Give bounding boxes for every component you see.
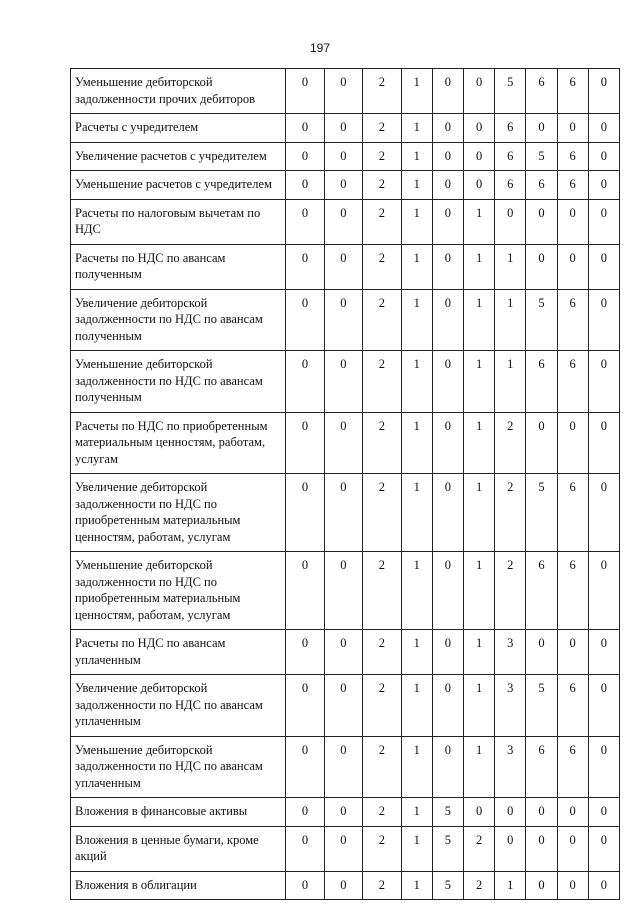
code-digit: 5: [495, 69, 526, 114]
table-row: [71, 351, 620, 413]
code-digit: 5: [526, 142, 557, 171]
code-digit: 6: [557, 675, 588, 737]
table-row: [71, 199, 620, 244]
code-digit: 2: [363, 244, 401, 289]
row-label: Увеличение дебиторской задолженности по НДС по приобретенным материальным ценностям, работам, услугам: [71, 474, 286, 552]
code-digit: 5: [526, 289, 557, 351]
page-number: 197: [309, 41, 331, 55]
code-digit: 2: [495, 412, 526, 474]
row-label: Уменьшение дебиторской задолженности по НДС по авансам уплаченным: [71, 736, 286, 798]
account-codes-table: [70, 68, 620, 900]
code-digit: 0: [588, 142, 619, 171]
row-label: Уменьшение дебиторской задолженности по НДС по авансам полученным: [71, 351, 286, 413]
code-digit: 0: [588, 114, 619, 143]
code-digit: 0: [324, 675, 362, 737]
row-label: Уменьшение расчетов с учредителем: [71, 171, 286, 200]
row-label: Уменьшение дебиторской задолженности прочих дебиторов: [71, 69, 286, 114]
code-digit: 0: [324, 69, 362, 114]
code-digit: 0: [286, 552, 324, 630]
code-digit: 2: [363, 826, 401, 871]
code-digit: 2: [464, 826, 495, 871]
code-digit: 0: [588, 552, 619, 630]
row-label: Расчеты по НДС по приобретенным материальным ценностям, работам, услугам: [71, 412, 286, 474]
code-digit: 0: [286, 826, 324, 871]
code-digit: 6: [557, 289, 588, 351]
code-digit: 0: [324, 798, 362, 827]
code-digit: 0: [324, 474, 362, 552]
code-digit: 6: [495, 114, 526, 143]
code-digit: 0: [286, 871, 324, 900]
code-digit: 0: [526, 114, 557, 143]
code-digit: 1: [464, 552, 495, 630]
code-digit: 1: [401, 630, 432, 675]
code-digit: 1: [401, 736, 432, 798]
table-row: [71, 552, 620, 630]
code-digit: 0: [286, 244, 324, 289]
code-digit: 0: [557, 412, 588, 474]
code-digit: 0: [324, 289, 362, 351]
row-label: Расчеты по налоговым вычетам по НДС: [71, 199, 286, 244]
code-digit: 2: [363, 552, 401, 630]
code-digit: 2: [363, 171, 401, 200]
code-digit: 0: [495, 826, 526, 871]
code-digit: 2: [363, 871, 401, 900]
code-digit: 2: [495, 474, 526, 552]
code-digit: 0: [324, 736, 362, 798]
code-digit: 2: [363, 798, 401, 827]
code-digit: 0: [588, 871, 619, 900]
code-digit: 1: [495, 871, 526, 900]
code-digit: 0: [526, 630, 557, 675]
table-row: [71, 675, 620, 737]
code-digit: 1: [401, 826, 432, 871]
code-digit: 1: [401, 199, 432, 244]
code-digit: 1: [401, 69, 432, 114]
code-digit: 0: [432, 736, 463, 798]
table-body: [71, 69, 620, 900]
code-digit: 1: [401, 289, 432, 351]
code-digit: 6: [495, 171, 526, 200]
code-digit: 0: [495, 798, 526, 827]
code-digit: 2: [363, 114, 401, 143]
code-digit: 1: [495, 351, 526, 413]
row-label: Увеличение расчетов с учредителем: [71, 142, 286, 171]
code-digit: 0: [286, 412, 324, 474]
code-digit: 0: [588, 826, 619, 871]
code-digit: 2: [495, 552, 526, 630]
code-digit: 0: [464, 114, 495, 143]
code-digit: 0: [432, 199, 463, 244]
row-label: Вложения в ценные бумаги, кроме акций: [71, 826, 286, 871]
code-digit: 0: [464, 171, 495, 200]
code-digit: 0: [286, 474, 324, 552]
code-digit: 2: [363, 199, 401, 244]
code-digit: 6: [526, 69, 557, 114]
code-digit: 0: [324, 630, 362, 675]
table-row: [71, 871, 620, 900]
code-digit: 0: [324, 199, 362, 244]
code-digit: 0: [526, 826, 557, 871]
code-digit: 0: [286, 171, 324, 200]
code-digit: 0: [432, 474, 463, 552]
table-row: [71, 736, 620, 798]
code-digit: 5: [526, 474, 557, 552]
code-digit: 0: [286, 114, 324, 143]
code-digit: 0: [432, 114, 463, 143]
code-digit: 0: [588, 474, 619, 552]
code-digit: 6: [557, 69, 588, 114]
code-digit: 0: [324, 552, 362, 630]
code-digit: 1: [464, 736, 495, 798]
code-digit: 0: [286, 142, 324, 171]
code-digit: 1: [464, 675, 495, 737]
code-digit: 3: [495, 630, 526, 675]
code-digit: 5: [432, 826, 463, 871]
code-digit: 2: [363, 142, 401, 171]
code-digit: 0: [324, 871, 362, 900]
code-digit: 1: [401, 798, 432, 827]
code-digit: 0: [324, 142, 362, 171]
code-digit: 0: [286, 289, 324, 351]
code-digit: 0: [588, 289, 619, 351]
table-row: [71, 798, 620, 827]
code-digit: 6: [557, 351, 588, 413]
code-digit: 0: [588, 412, 619, 474]
row-label: Вложения в финансовые активы: [71, 798, 286, 827]
code-digit: 1: [464, 199, 495, 244]
table-row: [71, 412, 620, 474]
code-digit: 0: [526, 199, 557, 244]
code-digit: 0: [324, 412, 362, 474]
table-row: [71, 69, 620, 114]
table-row: [71, 289, 620, 351]
code-digit: 0: [432, 675, 463, 737]
code-digit: 1: [464, 474, 495, 552]
code-digit: 6: [557, 171, 588, 200]
code-digit: 0: [557, 199, 588, 244]
code-digit: 0: [286, 69, 324, 114]
code-digit: 0: [286, 351, 324, 413]
table-row: [71, 142, 620, 171]
code-digit: 5: [432, 798, 463, 827]
code-digit: 2: [363, 630, 401, 675]
code-digit: 0: [432, 69, 463, 114]
code-digit: 6: [557, 736, 588, 798]
code-digit: 0: [432, 171, 463, 200]
code-digit: 0: [557, 630, 588, 675]
code-digit: 0: [495, 199, 526, 244]
code-digit: 1: [464, 289, 495, 351]
table-row: [71, 826, 620, 871]
code-digit: 2: [363, 736, 401, 798]
code-digit: 6: [557, 474, 588, 552]
code-digit: 0: [588, 199, 619, 244]
code-digit: 0: [588, 798, 619, 827]
code-digit: 0: [432, 244, 463, 289]
row-label: Расчеты по НДС по авансам полученным: [71, 244, 286, 289]
code-digit: 1: [464, 351, 495, 413]
code-digit: 6: [557, 552, 588, 630]
code-digit: 0: [526, 412, 557, 474]
table-row: [71, 244, 620, 289]
code-digit: 5: [432, 871, 463, 900]
code-digit: 1: [401, 142, 432, 171]
code-digit: 0: [324, 826, 362, 871]
row-label: Увеличение дебиторской задолженности по НДС по авансам полученным: [71, 289, 286, 351]
code-digit: 0: [286, 199, 324, 244]
code-digit: 1: [464, 630, 495, 675]
code-digit: 6: [526, 351, 557, 413]
code-digit: 1: [401, 412, 432, 474]
code-digit: 1: [401, 244, 432, 289]
code-digit: 1: [401, 871, 432, 900]
code-digit: 0: [324, 114, 362, 143]
row-label: Уменьшение дебиторской задолженности по НДС по приобретенным материальным ценностям, работам, услугам: [71, 552, 286, 630]
code-digit: 2: [363, 289, 401, 351]
code-digit: 0: [432, 630, 463, 675]
code-digit: 0: [588, 171, 619, 200]
code-digit: 0: [432, 351, 463, 413]
code-digit: 0: [464, 142, 495, 171]
code-digit: 0: [588, 736, 619, 798]
code-digit: 1: [401, 675, 432, 737]
code-digit: 0: [432, 142, 463, 171]
code-digit: 3: [495, 675, 526, 737]
code-digit: 0: [526, 798, 557, 827]
row-label: Увеличение дебиторской задолженности по НДС по авансам уплаченным: [71, 675, 286, 737]
code-digit: 0: [464, 69, 495, 114]
code-digit: 0: [432, 552, 463, 630]
code-digit: 6: [557, 142, 588, 171]
code-digit: 0: [464, 798, 495, 827]
row-label: Расчеты с учредителем: [71, 114, 286, 143]
code-digit: 2: [363, 69, 401, 114]
code-digit: 0: [588, 69, 619, 114]
table-row: [71, 114, 620, 143]
code-digit: 1: [401, 351, 432, 413]
code-digit: 1: [464, 412, 495, 474]
code-digit: 6: [526, 552, 557, 630]
code-digit: 2: [464, 871, 495, 900]
code-digit: 1: [401, 552, 432, 630]
code-digit: 0: [557, 798, 588, 827]
code-digit: 0: [324, 244, 362, 289]
code-digit: 2: [363, 474, 401, 552]
code-digit: 6: [526, 171, 557, 200]
code-digit: 0: [286, 798, 324, 827]
code-digit: 0: [526, 244, 557, 289]
table-row: [71, 474, 620, 552]
code-digit: 1: [401, 171, 432, 200]
code-digit: 1: [464, 244, 495, 289]
code-digit: 1: [495, 289, 526, 351]
code-digit: 0: [557, 244, 588, 289]
code-digit: 0: [286, 736, 324, 798]
code-digit: 0: [588, 244, 619, 289]
code-digit: 0: [432, 289, 463, 351]
code-digit: 0: [588, 351, 619, 413]
code-digit: 0: [324, 351, 362, 413]
code-digit: 1: [401, 114, 432, 143]
table-row: [71, 171, 620, 200]
code-digit: 6: [526, 736, 557, 798]
code-digit: 0: [324, 171, 362, 200]
code-digit: 3: [495, 736, 526, 798]
code-digit: 0: [557, 826, 588, 871]
code-digit: 0: [588, 630, 619, 675]
code-digit: 2: [363, 675, 401, 737]
code-digit: 0: [432, 412, 463, 474]
table-row: [71, 630, 620, 675]
code-digit: 2: [363, 412, 401, 474]
code-digit: 1: [495, 244, 526, 289]
code-digit: 0: [526, 871, 557, 900]
code-digit: 0: [286, 630, 324, 675]
code-digit: 0: [286, 675, 324, 737]
code-digit: 0: [588, 675, 619, 737]
row-label: Расчеты по НДС по авансам уплаченным: [71, 630, 286, 675]
code-digit: 6: [495, 142, 526, 171]
row-label: Вложения в облигации: [71, 871, 286, 900]
code-digit: 0: [557, 871, 588, 900]
code-digit: 0: [557, 114, 588, 143]
code-digit: 2: [363, 351, 401, 413]
code-digit: 5: [526, 675, 557, 737]
code-digit: 1: [401, 474, 432, 552]
